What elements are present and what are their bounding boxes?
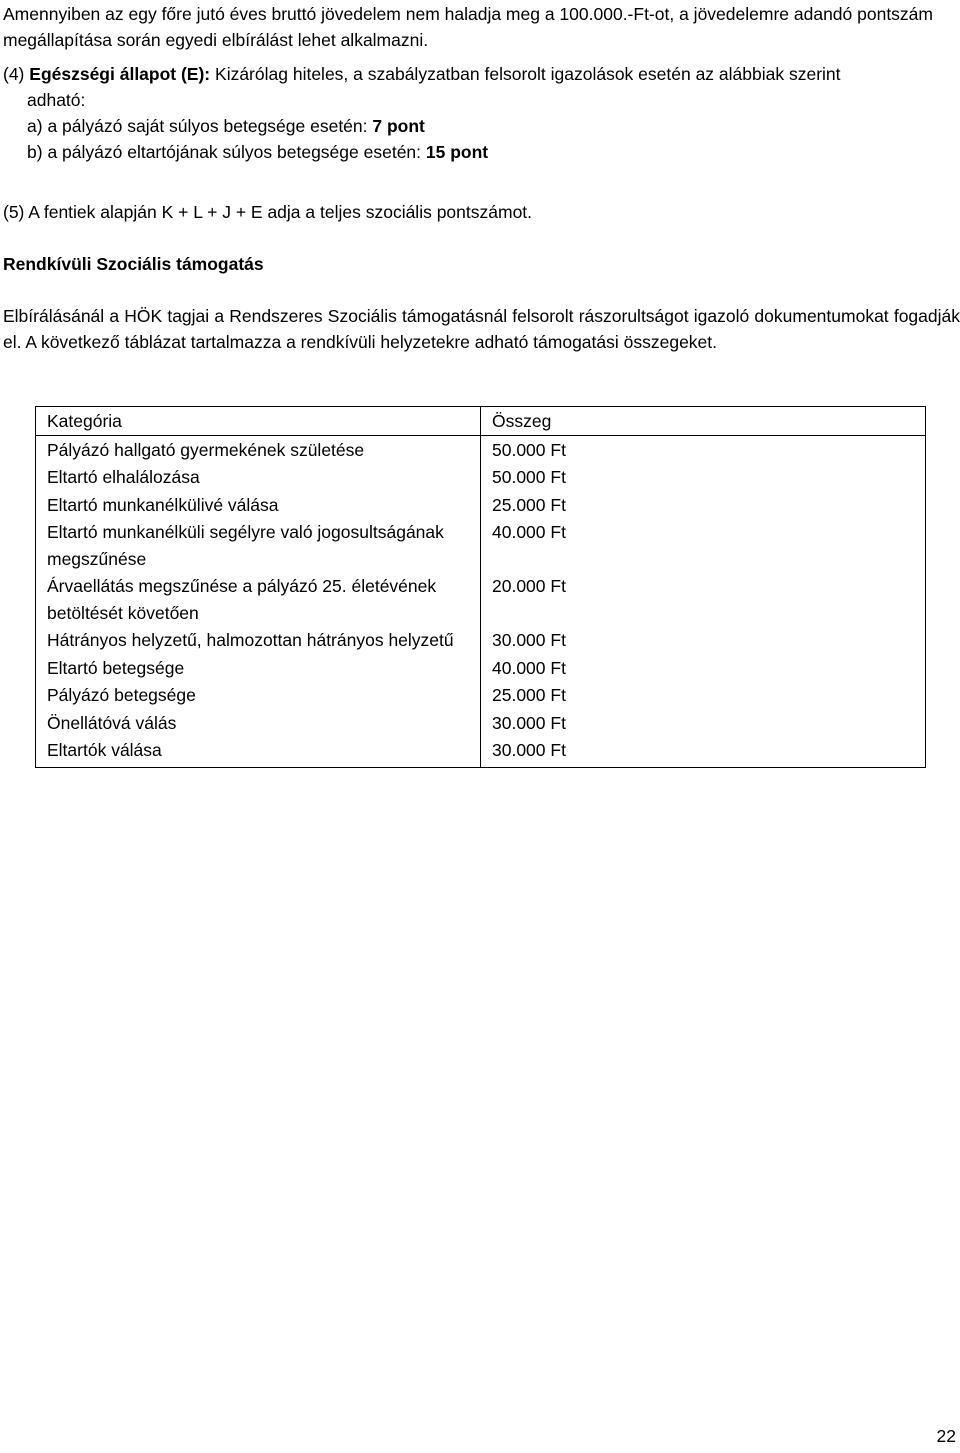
amount-cell: 25.000 Ft xyxy=(492,685,566,705)
amount-cell: 20.000 Ft xyxy=(492,576,566,596)
body-paragraph: Elbírálásánál a HÖK tagjai a Rendszeres Szociális támogatásnál felsorolt rászorultságot igazoló dokumentumokat fogadják el. A következő táblázat tartalmazza a rendkívüli helyzetekre adható támogatási összegeket. xyxy=(3,306,960,352)
amount-cell: 30.000 Ft xyxy=(492,740,566,760)
category-cell: Árvaellátás megszűnése a pályázó 25. életévének betöltését követően xyxy=(36,572,481,626)
table-row xyxy=(36,518,926,572)
category-cell: Eltartó munkanélküli segélyre való jogosultságának megszűnése xyxy=(36,518,481,572)
category-cell: Pályázó hallgató gyermekének születése xyxy=(36,435,481,463)
section-4-text-continued: adható: xyxy=(27,90,86,110)
table-row xyxy=(36,654,926,682)
category-cell: Eltartó betegsége xyxy=(36,654,481,682)
support-amounts-table xyxy=(35,406,926,768)
item-marker: b) xyxy=(27,142,43,162)
section-4-title: Egészségi állapot (E): xyxy=(29,64,211,84)
section-heading: Rendkívüli Szociális támogatás xyxy=(3,254,264,274)
intro-paragraph: Amennyiben az egy főre jutó éves bruttó jövedelem nem haladja meg a 100.000.-Ft-ot, a jövedelemre adandó pontszám megállapítása során egyedi elbírálást lehet alkalmazni. xyxy=(3,4,933,50)
table-row xyxy=(36,435,926,463)
category-cell: Eltartók válása xyxy=(36,736,481,767)
table-row xyxy=(36,681,926,709)
section-4-lead xyxy=(3,61,958,87)
category-cell: Hátrányos helyzetű, halmozottan hátrányos helyzetű xyxy=(36,626,481,654)
table-row xyxy=(36,491,926,519)
amount-cell: 50.000 Ft xyxy=(492,439,566,460)
item-points: 15 pont xyxy=(425,142,489,162)
section-4-number: (4) xyxy=(3,64,25,84)
column-header-amount: Összeg xyxy=(481,407,926,436)
section-4-item-a xyxy=(3,113,958,139)
amount-cell: 50.000 Ft xyxy=(492,467,566,487)
amount-cell: 25.000 Ft xyxy=(492,494,566,515)
section-4-text: Kizárólag hiteles, a szabályzatban felsorolt igazolások esetén az alábbiak szerint xyxy=(215,64,841,84)
column-header-category: Kategória xyxy=(36,407,481,436)
amount-cell: 40.000 Ft xyxy=(492,522,566,542)
item-points: 7 pont xyxy=(372,116,425,136)
section-4-health-status xyxy=(3,61,958,165)
table-row xyxy=(36,626,926,654)
section-5-total-score: (5) A fentiek alapján K + L + J + E adja a teljes szociális pontszámot. xyxy=(3,202,533,222)
item-text: a pályázó eltartójának súlyos betegsége esetén: xyxy=(47,142,422,162)
category-cell: Eltartó munkanélkülivé válása xyxy=(36,491,481,519)
table-row xyxy=(36,463,926,491)
page-number: 22 xyxy=(936,1426,956,1446)
category-cell: Pályázó betegsége xyxy=(36,681,481,709)
amount-cell: 40.000 Ft xyxy=(492,657,566,678)
table-row xyxy=(36,736,926,767)
category-cell: Önellátóvá válás xyxy=(36,709,481,737)
item-marker: a) xyxy=(27,116,43,136)
category-cell: Eltartó elhalálozása xyxy=(36,463,481,491)
amount-cell: 30.000 Ft xyxy=(492,712,566,733)
item-text: a pályázó saját súlyos betegsége esetén: xyxy=(47,116,368,136)
table-row xyxy=(36,572,926,626)
table-header-row xyxy=(36,407,926,436)
amount-cell: 30.000 Ft xyxy=(492,630,566,650)
section-4-item-b xyxy=(3,139,958,165)
table-row xyxy=(36,709,926,737)
